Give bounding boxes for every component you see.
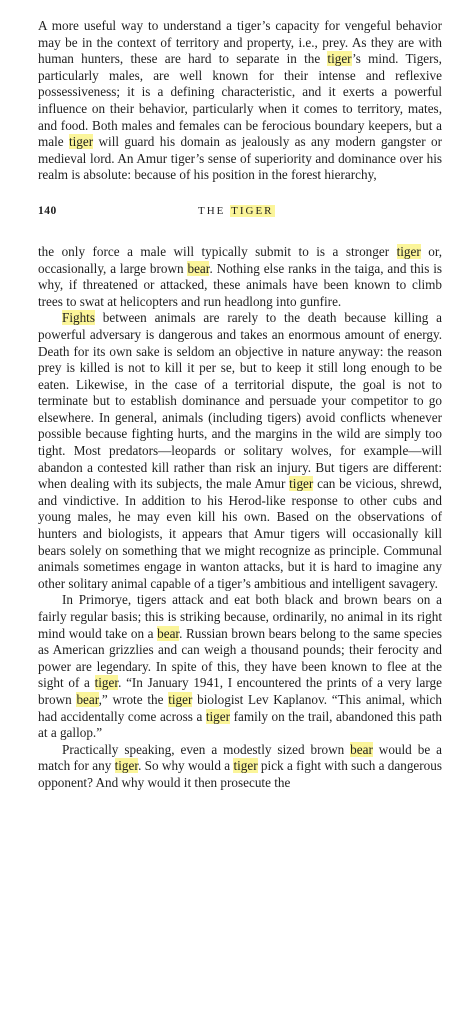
highlight-tiger[interactable]: tiger <box>233 758 258 774</box>
text-run: Practically speaking, even a modestly sized brown <box>62 741 351 757</box>
highlight-tiger[interactable]: tiger <box>205 708 231 724</box>
highlight-bear[interactable]: bear <box>76 691 99 707</box>
highlight-tiger[interactable]: tiger <box>396 243 421 259</box>
text-run: A more useful way to understand a tiger’s capacity for vengeful behavior may be in the context of territory and property, i.e., prey. As they are with human hunters, these are hard to separate in the <box>38 18 442 67</box>
text-run: between animals are rarely to the death because killing a powerful adversary is dangerous and takes an enormous amount of energy. Death for its own sake is seldom an objective in nature anyway: the reason prey is killed is not to kill it per se, but to keep it still long enough to be eaten. Likewise, in the case of a territorial dispute, the goal is not to terminate but to establish dominance and persuade your competitor to go elsewhere. In general, animals (including tigers) avoid conflicts whenever possible because fighting hurts, and the margins in the wild are simply too tight. Most predators—leopards or solitary wolves, for example—will abandon a contested kill rather than risk an injury. But tigers are different: when dealing with its subjects, the male Amur <box>38 310 442 492</box>
text-run: . “In January 1941, I encountered the prints of a very large brown <box>38 675 442 707</box>
text-run: would be a match for any <box>38 741 442 774</box>
highlight-tiger[interactable]: tiger <box>327 51 353 67</box>
highlight-bear[interactable]: bear <box>157 625 180 641</box>
paragraph-4 <box>38 742 442 792</box>
page-number: 140 <box>38 204 57 217</box>
text-run: ,” wrote the <box>98 691 169 707</box>
text-run: the only force a male will typically submit to is a stronger <box>38 243 397 259</box>
highlight-tiger[interactable]: tiger <box>68 134 94 150</box>
running-title-prefix: THE <box>198 204 231 217</box>
text-run: . Nothing else ranks in the taiga, and this is why, if threatened or attacked, these animals have been known to climb trees to swat at helicopters and run headlong into gunfire. <box>38 260 442 309</box>
highlight-tiger[interactable]: tiger <box>114 758 139 774</box>
paragraph-2 <box>38 310 442 592</box>
text-run: In Primorye, tigers attack and eat both black and brown bears on a fairly regular basis; this is striking because, ordinarily, no animal in its right mind would take on a <box>38 592 442 641</box>
text-run: pick a fight with such a dangerous opponent? And why would it then prosecute the <box>38 758 442 790</box>
highlight-tiger[interactable]: tiger <box>168 691 193 707</box>
running-head <box>38 202 442 220</box>
text-run: or, occasionally, a large brown <box>38 243 442 276</box>
highlight-bear[interactable]: bear <box>187 260 210 276</box>
highlight-tiger[interactable]: tiger <box>289 476 314 492</box>
paragraph-1 <box>38 244 442 310</box>
text-run: ’s mind. Tigers, particularly males, are well known for their intense and reflexive possessiveness; it is a defining characteristic, and it exerts a powerful influence on their behavior, particularly when it comes to territory, mates, and food. Both males and females can be ferocious boundary keepers, but a male <box>38 51 442 150</box>
text-run: biologist Lev Kaplanov. “This animal, which had accidentally come across a <box>38 691 442 724</box>
highlight-bear[interactable]: bear <box>350 741 373 757</box>
text-run: . So why would a <box>138 758 234 774</box>
top-paragraph <box>38 18 442 184</box>
text-run: . Russian brown bears belong to the same species as American grizzlies and can weigh a thousand pounds; their ferocity and power are legendary. In spite of this, they have been known to flee at the sight of a <box>38 625 442 691</box>
highlight-fights[interactable]: Fights <box>62 310 95 326</box>
paragraph-3 <box>38 592 442 741</box>
text-run: will guard his domain as jealously as any modern gangster or medieval lord. An Amur tiger’s sense of superiority and dominance over his realm is absolute: because of his position in the forest hierarchy, <box>38 134 442 183</box>
highlight-tiger[interactable]: TIGER <box>231 204 274 217</box>
running-title <box>198 203 275 220</box>
highlight-tiger[interactable]: tiger <box>94 675 119 691</box>
text-run: can be vicious, shrewd, and vindictive. In addition to his Herod-like response to other cubs and young males, he may even kill his own. Based on the observations of hunters and biologists, it appears that Amur tigers will occasionally kill bears solely on something that we might recognize as principle. Communal animals sometimes engage in wanton attacks, but it is hard to imagine any other solitary animal capable of a tiger’s ambitious and intelligent savagery. <box>38 476 442 591</box>
text-run: family on the trail, abandoned this path at a gallop.” <box>38 708 442 741</box>
